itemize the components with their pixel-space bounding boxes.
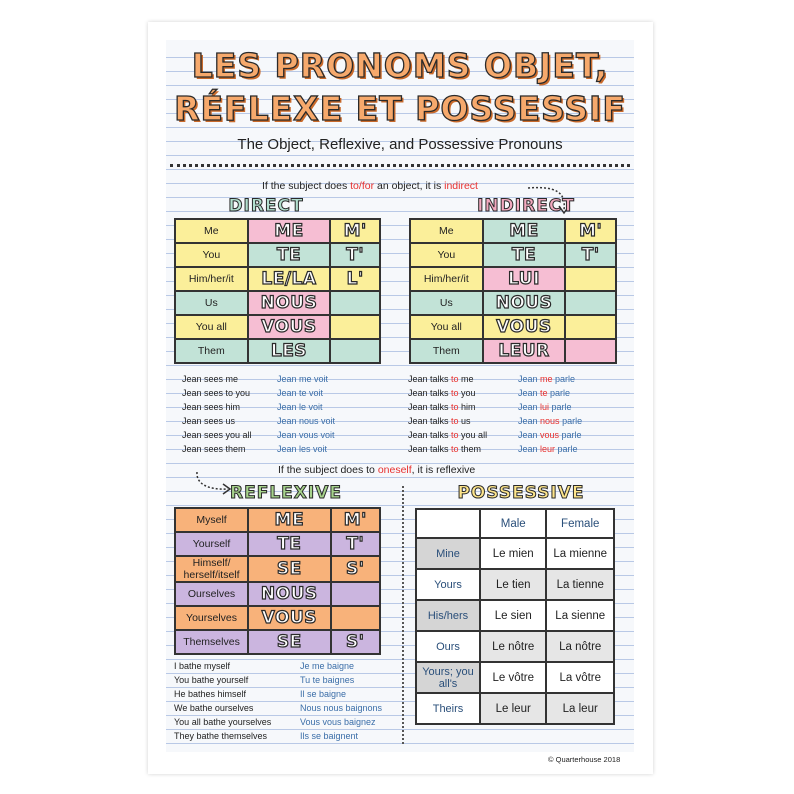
direct-heading: DIRECT — [228, 196, 304, 216]
pronoun-row — [410, 219, 616, 243]
elided-cell — [330, 291, 380, 315]
possessive-row — [416, 693, 614, 724]
example-line: He bathes himself — [174, 689, 247, 699]
indirect-table — [409, 218, 617, 364]
male-cell: Le nôtre — [480, 631, 546, 662]
elided-cell: M' — [331, 508, 380, 532]
row-label: Us — [175, 291, 248, 315]
highlight: leur — [540, 444, 556, 454]
example-line: Tu te baignes — [300, 675, 355, 685]
possessive-table — [415, 508, 615, 725]
highlight: to — [451, 430, 459, 440]
row-label: Yourself — [175, 532, 248, 556]
vertical-divider — [402, 486, 404, 744]
text-part: Jean — [518, 444, 541, 454]
example-line: Jean le voit — [277, 402, 323, 412]
row-label: Ours — [416, 631, 480, 662]
example-line: Jean me voit — [277, 374, 329, 384]
pronoun-row — [175, 508, 380, 532]
pronoun-row — [175, 532, 380, 556]
example-line: You bathe yourself — [174, 675, 249, 685]
reflexive-examples-french — [300, 659, 382, 743]
example-line — [518, 400, 582, 414]
pronoun-row — [410, 291, 616, 315]
elided-cell — [331, 606, 380, 630]
text-part: Jean talks — [408, 374, 452, 384]
example-line — [518, 442, 582, 456]
possessive-heading: POSSESSIVE — [457, 483, 585, 503]
example-line — [408, 428, 487, 442]
pronoun-row — [175, 315, 380, 339]
example-line — [408, 414, 487, 428]
example-line — [518, 414, 582, 428]
pronoun-cell: LEUR — [483, 339, 566, 363]
pronoun-row — [410, 315, 616, 339]
pronoun-cell: ME — [483, 219, 566, 243]
example-line: Jean sees him — [182, 402, 241, 412]
pronoun-row — [175, 291, 380, 315]
row-label: Him/her/it — [175, 267, 248, 291]
female-cell: La leur — [546, 693, 614, 724]
highlight: te — [540, 388, 548, 398]
lined-paper — [166, 40, 634, 764]
elided-cell: S' — [331, 630, 380, 654]
pronoun-cell: LUI — [483, 267, 566, 291]
row-label: Yourselves — [175, 606, 248, 630]
text-part: parle — [559, 430, 582, 440]
example-line: Jean sees them — [182, 444, 246, 454]
text-part: Jean — [518, 388, 541, 398]
elided-cell — [331, 582, 380, 606]
pronoun-cell: ME — [248, 508, 330, 532]
pronoun-row — [175, 556, 380, 582]
elided-cell: T' — [565, 243, 616, 267]
text-part: parle — [549, 402, 572, 412]
text-part: Jean talks — [408, 416, 452, 426]
example-line: Jean te voit — [277, 388, 324, 398]
example-line: You all bathe yourselves — [174, 717, 272, 727]
text-part: Jean talks — [408, 388, 452, 398]
direct-examples-english — [182, 372, 252, 456]
text-part: us — [458, 416, 471, 426]
pronoun-cell: VOUS — [483, 315, 566, 339]
column-header: Male — [480, 509, 546, 538]
reflexive-examples-english — [174, 659, 271, 743]
pronoun-row — [410, 243, 616, 267]
text-part: Jean — [518, 416, 541, 426]
indirect-note: If the subject does to/for an object, it is indirect — [262, 180, 478, 192]
text-part: parle — [547, 388, 571, 398]
row-label: Us — [410, 291, 483, 315]
title-line-1: LES PRONOMS OBJET, — [191, 46, 609, 85]
row-label: Themselves — [175, 630, 248, 654]
example-line: I bathe myself — [174, 661, 231, 671]
text-part: Jean talks — [408, 430, 452, 440]
header-row — [416, 509, 614, 538]
example-line — [408, 372, 487, 386]
text-part: parle — [555, 444, 578, 454]
example-line: Jean sees us — [182, 416, 236, 426]
row-label: Them — [175, 339, 248, 363]
example-line: Jean vous voit — [277, 430, 335, 440]
text-part: parle — [552, 374, 576, 384]
indirect-examples-french — [518, 372, 582, 456]
example-line: Ils se baignent — [300, 731, 359, 741]
row-label: Me — [410, 219, 483, 243]
possessive-row — [416, 538, 614, 569]
text-part: him — [458, 402, 476, 412]
male-cell: Le leur — [480, 693, 546, 724]
reflexive-note: If the subject does to oneself, it is reflexive — [278, 464, 476, 476]
female-cell: La tienne — [546, 569, 614, 600]
pronoun-cell: NOUS — [483, 291, 566, 315]
example-line: Jean sees to you — [182, 388, 251, 398]
pronoun-row — [410, 267, 616, 291]
pronoun-row — [175, 606, 380, 630]
example-line: Jean les voit — [277, 444, 328, 454]
pronoun-row — [175, 267, 380, 291]
elided-cell: L' — [330, 267, 380, 291]
elided-cell — [330, 339, 380, 363]
row-label: Himself/ herself/itself — [175, 556, 248, 582]
example-line: Jean nous voit — [277, 416, 336, 426]
male-cell: Le mien — [480, 538, 546, 569]
elided-cell: S' — [331, 556, 380, 582]
pronoun-row — [175, 243, 380, 267]
pronoun-cell: LES — [248, 339, 331, 363]
elided-cell — [565, 339, 616, 363]
copyright: © Quarterhouse 2018 — [548, 755, 621, 764]
pronoun-cell: TE — [483, 243, 566, 267]
row-label: Yours; you all's — [416, 662, 480, 693]
column-header: Female — [546, 509, 614, 538]
pronoun-cell: TE — [248, 243, 331, 267]
text-part: them — [458, 444, 482, 454]
example-line — [408, 400, 487, 414]
text-part: parle — [559, 416, 583, 426]
text-part: Jean talks — [408, 402, 452, 412]
text-part: Jean — [518, 430, 541, 440]
example-line: Nous nous baignons — [300, 703, 383, 713]
pronoun-cell: NOUS — [248, 291, 331, 315]
example-line: Vous vous baignez — [300, 717, 376, 727]
male-cell: Le tien — [480, 569, 546, 600]
pronoun-cell: LE/LA — [248, 267, 331, 291]
pronoun-cell: TE — [248, 532, 330, 556]
text-part: you all — [458, 430, 488, 440]
text-part: me — [458, 374, 474, 384]
highlight: to — [451, 374, 459, 384]
elided-cell: M' — [565, 219, 616, 243]
female-cell: La mienne — [546, 538, 614, 569]
male-cell: Le sien — [480, 600, 546, 631]
reflexive-heading: REFLEXIVE — [230, 483, 342, 503]
elided-cell: T' — [330, 243, 380, 267]
title-line-2: RÉFLEXE ET POSSESSIF — [174, 89, 626, 128]
pronoun-row — [175, 339, 380, 363]
female-cell: La vôtre — [546, 662, 614, 693]
indirect-heading: INDIRECT — [477, 196, 575, 216]
text-part: Jean — [518, 402, 541, 412]
highlight: to — [451, 416, 459, 426]
text-part: you — [458, 388, 476, 398]
elided-cell: T' — [331, 532, 380, 556]
pronoun-cell: VOUS — [248, 606, 330, 630]
highlight: to — [451, 402, 459, 412]
pronoun-row — [175, 630, 380, 654]
row-label: Them — [410, 339, 483, 363]
dotted-divider — [170, 164, 630, 167]
highlight: me — [540, 374, 553, 384]
example-line — [518, 372, 582, 386]
elided-cell — [330, 315, 380, 339]
pronoun-cell: SE — [248, 630, 330, 654]
pronoun-row — [175, 582, 380, 606]
example-line: They bathe themselves — [174, 731, 268, 741]
highlight: nous — [540, 416, 560, 426]
elided-cell — [565, 291, 616, 315]
pronoun-cell: VOUS — [248, 315, 331, 339]
row-label: Yours — [416, 569, 480, 600]
row-label: Myself — [175, 508, 248, 532]
female-cell: La sienne — [546, 600, 614, 631]
example-line — [518, 428, 582, 442]
row-label: Mine — [416, 538, 480, 569]
column-header — [416, 509, 480, 538]
highlight: to — [451, 444, 459, 454]
example-line: Jean sees me — [182, 374, 239, 384]
example-line: We bathe ourselves — [174, 703, 254, 713]
indirect-examples-english — [408, 372, 487, 456]
text-part: Jean — [518, 374, 541, 384]
male-cell: Le vôtre — [480, 662, 546, 693]
elided-cell: M' — [330, 219, 380, 243]
possessive-row — [416, 569, 614, 600]
row-label: Him/her/it — [410, 267, 483, 291]
subtitle: The Object, Reflexive, and Possessive Pronouns — [237, 136, 563, 153]
text-part: Jean talks — [408, 444, 452, 454]
pronoun-cell: ME — [248, 219, 331, 243]
pronoun-row — [410, 339, 616, 363]
row-label: Theirs — [416, 693, 480, 724]
elided-cell — [565, 267, 616, 291]
elided-cell — [565, 315, 616, 339]
female-cell: La nôtre — [546, 631, 614, 662]
row-label: You all — [410, 315, 483, 339]
highlight: to — [451, 388, 459, 398]
pronoun-cell: SE — [248, 556, 330, 582]
pronoun-cell: NOUS — [248, 582, 330, 606]
reflexive-table — [174, 507, 381, 655]
example-line: Il se baigne — [300, 689, 347, 699]
possessive-row — [416, 662, 614, 693]
direct-table — [174, 218, 381, 364]
row-label: You all — [175, 315, 248, 339]
row-label: You — [175, 243, 248, 267]
possessive-row — [416, 631, 614, 662]
row-label: You — [410, 243, 483, 267]
possessive-row — [416, 600, 614, 631]
direct-examples-french — [277, 372, 335, 456]
example-line: Je me baigne — [300, 661, 355, 671]
pronoun-row — [175, 219, 380, 243]
example-line — [408, 442, 487, 456]
row-label: Ourselves — [175, 582, 248, 606]
example-line: Jean sees you all — [182, 430, 252, 440]
example-line — [518, 386, 582, 400]
row-label: His/hers — [416, 600, 480, 631]
highlight: lui — [540, 402, 550, 412]
row-label: Me — [175, 219, 248, 243]
example-line — [408, 386, 487, 400]
highlight: vous — [540, 430, 560, 440]
